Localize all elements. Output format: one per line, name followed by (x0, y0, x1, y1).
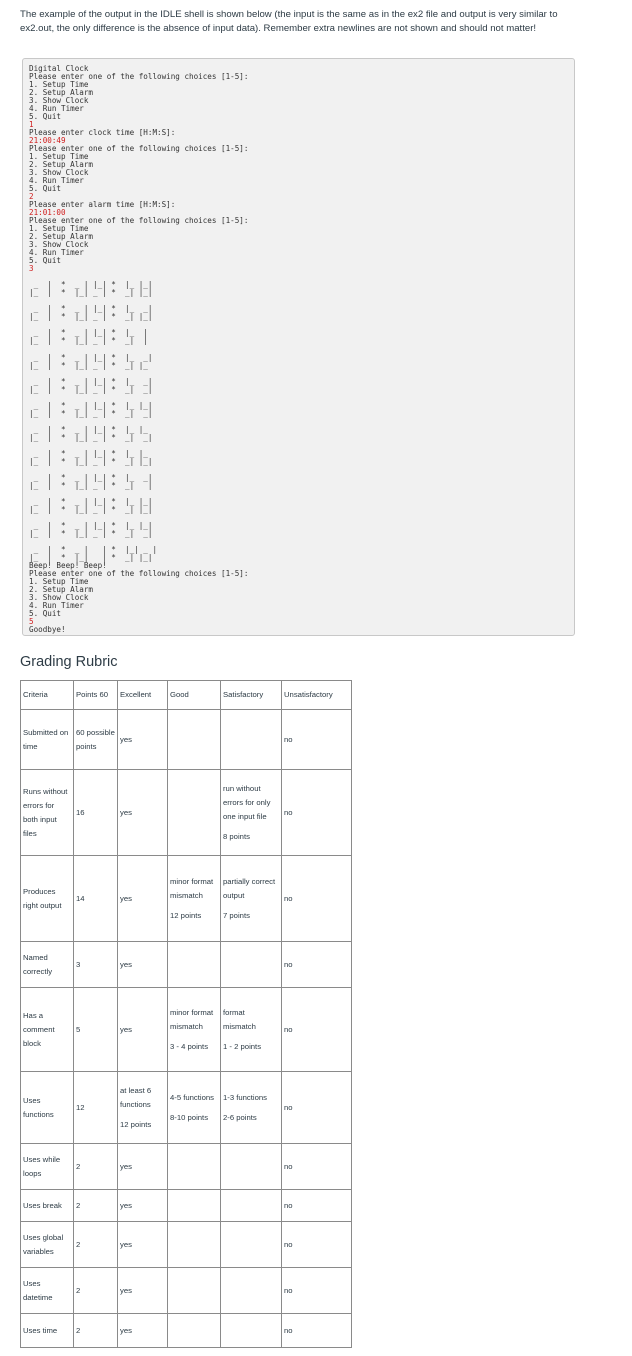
rubric-cell-text: format mismatch (223, 1007, 256, 1031)
rubric-cell (168, 1314, 221, 1348)
rubric-cell (221, 942, 282, 988)
console-line: 3. Show Clock (29, 240, 89, 250)
console-line: 1. Setup Time (29, 576, 89, 586)
clock-frame (29, 426, 574, 442)
rubric-header-row (21, 681, 352, 710)
rubric-cell (21, 1190, 74, 1222)
rubric-header-cell: Criteria (21, 681, 74, 710)
rubric-cell-text: yes (120, 1239, 132, 1249)
rubric-cell-text: 14 (76, 893, 85, 903)
rubric-cell-text: 2 (76, 1239, 81, 1249)
rubric-cell-text: 12 points (170, 910, 202, 920)
rubric-cell-text: Uses functions (23, 1095, 54, 1119)
clock-frame (29, 281, 574, 297)
rubric-cell (74, 942, 118, 988)
rubric-cell-text: no (284, 959, 293, 969)
rubric-cell-text: 1-3 functions (223, 1092, 268, 1102)
console-line: Please enter one of the following choices [1-5]: (29, 568, 249, 578)
rubric-cell-text: Has a comment block (23, 1010, 55, 1048)
rubric-cell-text: yes (120, 1285, 132, 1295)
clock-frame (29, 450, 574, 466)
rubric-cell-text: partially correct output (223, 876, 276, 900)
rubric-cell-text: Uses break (23, 1200, 62, 1210)
rubric-cell-text: minor format mismatch (170, 1007, 214, 1031)
rubric-cell (221, 856, 282, 942)
rubric-cell (74, 770, 118, 856)
rubric-cell-text: no (284, 893, 293, 903)
rubric-cell (221, 1072, 282, 1144)
console-line: 3. Show Clock (29, 96, 89, 106)
rubric-cell (168, 1222, 221, 1268)
rubric-cell-text: 2 (76, 1161, 81, 1171)
clock-frame-row: _ | * _ | |_| * |_ _| (29, 472, 158, 482)
rubric-cell (21, 710, 74, 770)
rubric-cell (221, 1268, 282, 1314)
console-line: 5. Quit (29, 184, 62, 194)
rubric-cell (282, 1268, 352, 1314)
clock-frame (29, 474, 574, 490)
rubric-cell (21, 856, 74, 942)
rubric-cell-text: Uses global variables (23, 1232, 64, 1256)
clock-frame-row: |_ | * |_| _ | * _| |_| (29, 504, 158, 514)
console-line: Beep! Beep! Beep! (29, 560, 107, 570)
rubric-cell (168, 770, 221, 856)
table-row (21, 942, 352, 988)
console-line: 3. Show Clock (29, 168, 89, 178)
rubric-cell (74, 1222, 118, 1268)
rubric-header-cell: Unsatisfactory (282, 681, 352, 710)
rubric-cell (168, 988, 221, 1072)
rubric-cell (74, 1190, 118, 1222)
rubric-cell-text: 8-10 points (170, 1112, 209, 1122)
rubric-cell (168, 942, 221, 988)
rubric-cell-text: 4-5 functions (170, 1092, 215, 1102)
rubric-cell (118, 1144, 168, 1190)
clock-frame (29, 305, 574, 321)
grading-rubric-table (20, 680, 352, 1348)
clock-frame (29, 498, 574, 514)
rubric-cell-text: yes (120, 807, 132, 817)
rubric-cell (21, 1222, 74, 1268)
rubric-cell-text: no (284, 1161, 293, 1171)
clock-frame-row: _ | * _ | | * |_| _ | (29, 544, 158, 554)
rubric-cell-text: no (284, 1102, 293, 1112)
clock-frame-row: |_ | * |_| _ | * _| |_| (29, 288, 158, 298)
clock-frame-row: |_ | * |_| _ | * _| |_| (29, 456, 158, 466)
console-user-input: 21:00:49 (29, 136, 66, 146)
rubric-cell (282, 1222, 352, 1268)
rubric-cell-text: 2 (76, 1325, 81, 1335)
rubric-cell (74, 1144, 118, 1190)
console-line: 2. Setup Alarm (29, 584, 94, 594)
rubric-cell-text: no (284, 1325, 293, 1335)
rubric-cell (168, 856, 221, 942)
rubric-cell (282, 770, 352, 856)
console-user-input: 21:01:00 (29, 208, 66, 218)
rubric-cell-text: no (284, 1024, 293, 1034)
console-line: 1. Setup Time (29, 80, 89, 90)
console-line: 5. Quit (29, 112, 62, 122)
console-line: 2. Setup Alarm (29, 232, 94, 242)
clock-frame-row: _ | * _ | |_| * |_ |_ (29, 424, 158, 434)
rubric-cell (21, 1072, 74, 1144)
rubric-cell (118, 856, 168, 942)
rubric-cell-text: run without errors for only one input file (223, 783, 271, 821)
rubric-cell (118, 1268, 168, 1314)
rubric-cell (74, 856, 118, 942)
clock-frame (29, 402, 574, 418)
clock-frame-row: |_ | * |_| _ | * _| |_ (29, 360, 158, 370)
rubric-title: Grading Rubric (20, 654, 118, 670)
rubric-header-cell: Satisfactory (221, 681, 282, 710)
console-line: 2. Setup Alarm (29, 88, 94, 98)
rubric-cell (221, 1314, 282, 1348)
intro-paragraph: The example of the output in the IDLE shell is shown below (the input is the same as in the ex2 file and output is very similar to ex2.out, the only difference is the absence of input data). Remember extra newlines are not shown and should not matter! (20, 9, 558, 34)
rubric-cell-text: yes (120, 959, 132, 969)
table-row (21, 1268, 352, 1314)
rubric-cell-text: yes (120, 893, 132, 903)
console-line: 4. Run Timer (29, 248, 84, 258)
clock-frame-row: _ | * _ | |_| * |_ |_| (29, 496, 158, 506)
rubric-cell-text: Produces right output (23, 886, 62, 910)
rubric-cell-text: yes (120, 734, 132, 744)
rubric-cell-text: 2 (76, 1285, 81, 1295)
rubric-cell-text: 2-6 points (223, 1112, 257, 1122)
rubric-cell (118, 942, 168, 988)
rubric-cell (74, 988, 118, 1072)
clock-frame-row: _ | * _ | |_| * |_ _| (29, 352, 158, 362)
clock-frame-row: _ | * _ | |_| * |_ | (29, 328, 158, 338)
rubric-cell (282, 856, 352, 942)
rubric-cell (282, 1144, 352, 1190)
console-session-bottom (29, 562, 574, 634)
rubric-header-cell: Good (168, 681, 221, 710)
rubric-cell-text: yes (120, 1200, 132, 1210)
clock-frame (29, 378, 574, 394)
rubric-cell (221, 1190, 282, 1222)
rubric-cell-text: 8 points (223, 831, 250, 841)
rubric-cell (168, 1072, 221, 1144)
idle-shell-output (22, 58, 575, 636)
console-line: 1. Setup Time (29, 224, 89, 234)
clock-frame-row: _ | * _ | |_| * |_ |_| (29, 280, 158, 290)
rubric-cell (221, 1222, 282, 1268)
clock-frame (29, 546, 574, 562)
console-user-input: 2 (29, 192, 34, 202)
clock-frame-row: |_ | * |_| _ | * _| |_| (29, 312, 158, 322)
rubric-cell-text: yes (120, 1161, 132, 1171)
rubric-cell (74, 1268, 118, 1314)
rubric-cell-text: Named correctly (23, 952, 53, 976)
console-line: Digital Clock (29, 64, 89, 73)
rubric-cell-text: Uses while loops (23, 1154, 61, 1178)
rubric-cell (74, 1072, 118, 1144)
rubric-cell-text: no (284, 1285, 293, 1295)
rubric-cell (282, 988, 352, 1072)
clock-frame-row: _ | * _ | |_| * |_ |_| (29, 520, 158, 530)
table-row (21, 988, 352, 1072)
table-row (21, 1222, 352, 1268)
console-line: 4. Run Timer (29, 176, 84, 186)
console-line: Please enter one of the following choices [1-5]: (29, 216, 249, 226)
console-line: 4. Run Timer (29, 600, 84, 610)
rubric-cell-text: Uses time (23, 1325, 58, 1335)
rubric-cell-text: Uses datetime (23, 1278, 53, 1302)
rubric-cell-text: yes (120, 1325, 132, 1335)
rubric-cell (282, 942, 352, 988)
clock-frame-row: |_ | * |_| _ | * _| | (29, 480, 158, 490)
rubric-cell-text: 60 possible points (76, 727, 115, 751)
console-user-input: 5 (29, 616, 34, 626)
rubric-cell (282, 1072, 352, 1144)
table-row (21, 770, 352, 856)
rubric-cell (221, 1144, 282, 1190)
rubric-cell-text: 12 points (120, 1119, 152, 1129)
clock-frame-row: |_ | * |_| _ | * _| _| (29, 528, 158, 538)
rubric-cell (118, 1072, 168, 1144)
console-line: 4. Run Timer (29, 104, 84, 114)
rubric-header-cell: Points 60 (74, 681, 118, 710)
console-line: Please enter clock time [H:M:S]: (29, 128, 176, 138)
console-line: 5. Quit (29, 608, 62, 618)
console-line: Please enter alarm time [H:M:S]: (29, 200, 176, 210)
rubric-cell (168, 1144, 221, 1190)
clock-frame-row: |_ | * |_| _ | * _| _| (29, 432, 158, 442)
console-line: 2. Setup Alarm (29, 160, 94, 170)
console-line: Please enter one of the following choices [1-5]: (29, 72, 249, 82)
rubric-cell (21, 770, 74, 856)
clock-frame-row: |_ | * |_| _ | * _| | (29, 336, 158, 346)
rubric-cell (282, 1190, 352, 1222)
rubric-cell (221, 710, 282, 770)
rubric-cell (21, 942, 74, 988)
clock-frame-row: _ | * _ | |_| * |_ _| (29, 304, 158, 314)
rubric-cell-text: no (284, 807, 293, 817)
rubric-cell-text: 12 (76, 1102, 85, 1112)
rubric-cell (21, 1314, 74, 1348)
rubric-cell-text: 16 (76, 807, 85, 817)
rubric-cell (118, 1190, 168, 1222)
rubric-cell-text: no (284, 1239, 293, 1249)
table-row (21, 856, 352, 942)
rubric-cell-text: Runs without errors for both input files (23, 786, 68, 838)
clock-frame-row: |_ | * |_| _ | * _| _| (29, 408, 158, 418)
rubric-cell (118, 1222, 168, 1268)
rubric-cell-text: 7 points (223, 910, 250, 920)
rubric-cell (282, 710, 352, 770)
console-line: Please enter one of the following choices [1-5]: (29, 144, 249, 154)
console-session-top (29, 65, 574, 273)
rubric-cell-text: yes (120, 1024, 132, 1034)
clock-frame (29, 354, 574, 370)
console-line: 3. Show Clock (29, 592, 89, 602)
rubric-cell (118, 710, 168, 770)
rubric-cell (282, 1314, 352, 1348)
rubric-body (21, 710, 352, 1348)
console-user-input: 3 (29, 264, 34, 274)
rubric-cell-text: Submitted on time (23, 727, 69, 751)
clock-frame-row: |_ | * |_| _ | * _| _| (29, 384, 158, 394)
clock-frame-row: |_ | * |_| | * _| |_| (29, 552, 158, 562)
rubric-cell (168, 1268, 221, 1314)
console-line: 5. Quit (29, 256, 62, 266)
rubric-cell-text: 2 (76, 1200, 81, 1210)
console-user-input: 1 (29, 120, 34, 130)
clock-frame (29, 329, 574, 345)
table-row (21, 1190, 352, 1222)
rubric-cell (74, 710, 118, 770)
rubric-cell (118, 1314, 168, 1348)
rubric-cell-text: no (284, 734, 293, 744)
table-row (21, 1144, 352, 1190)
rubric-cell (221, 770, 282, 856)
rubric-cell-text: 3 - 4 points (170, 1041, 209, 1051)
table-row (21, 710, 352, 770)
rubric-cell (168, 710, 221, 770)
rubric-cell-text: at least 6 functions (120, 1085, 152, 1109)
rubric-cell (168, 1190, 221, 1222)
clock-frame-row: _ | * _ | |_| * |_ |_| (29, 400, 158, 410)
rubric-cell-text: 3 (76, 959, 81, 969)
rubric-cell (21, 988, 74, 1072)
rubric-cell-text: 1 - 2 points (223, 1041, 262, 1051)
console-line: Goodbye! (29, 624, 66, 634)
rubric-cell (221, 988, 282, 1072)
clock-frame-row: _ | * _ | |_| * |_ _| (29, 376, 158, 386)
console-line: 1. Setup Time (29, 152, 89, 162)
table-row (21, 1314, 352, 1348)
rubric-header-cell: Excellent (118, 681, 168, 710)
clock-frame (29, 522, 574, 538)
rubric-cell (21, 1144, 74, 1190)
rubric-cell (118, 770, 168, 856)
rubric-cell-text: minor format mismatch (170, 876, 214, 900)
table-row (21, 1072, 352, 1144)
rubric-cell (118, 988, 168, 1072)
rubric-cell (21, 1268, 74, 1314)
clock-frame-row: _ | * _ | |_| * |_ |_ (29, 448, 158, 458)
rubric-cell-text: no (284, 1200, 293, 1210)
clock-display-frames (29, 273, 574, 561)
rubric-cell-text: 5 (76, 1024, 81, 1034)
rubric-cell (74, 1314, 118, 1348)
